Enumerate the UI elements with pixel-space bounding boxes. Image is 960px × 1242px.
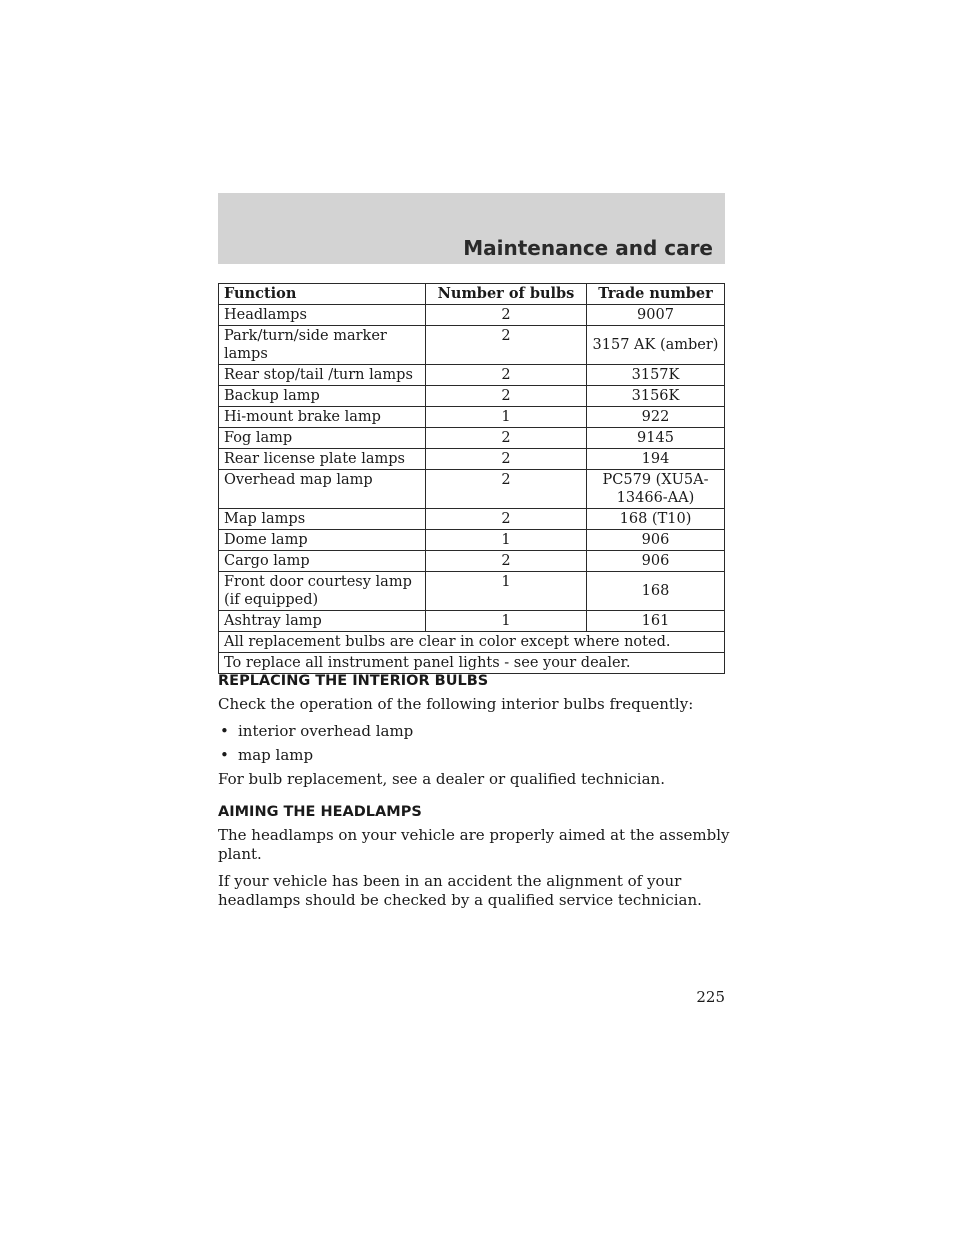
cell-function: Rear stop/tail /turn lamps [219,365,426,386]
cell-trade: 168 (T10) [587,509,725,530]
header-number-of-bulbs: Number of bulbs [426,284,587,305]
cell-bulbs: 1 [426,611,587,632]
table-note: All replacement bulbs are clear in color except where noted. [219,632,725,653]
cell-function: Backup lamp [219,386,426,407]
table-note: To replace all instrument panel lights - see your dealer. [219,653,725,674]
table-row [219,470,725,509]
cell-trade: 906 [587,530,725,551]
cell-trade: 3156K [587,386,725,407]
table-row [219,551,725,572]
bullet-icon: • [220,722,229,740]
bulb-table [218,283,725,674]
interior-bulb-list [218,722,758,765]
cell-trade: 922 [587,407,725,428]
list-item-text: map lamp [238,746,314,764]
aiming-heading: AIMING THE HEADLAMPS [218,804,422,820]
list-item [218,722,758,741]
table-row [219,611,725,632]
cell-bulbs: 2 [426,449,587,470]
cell-function: Headlamps [219,305,426,326]
table-row [219,407,725,428]
cell-trade: 168 [587,572,725,611]
cell-trade: 9007 [587,305,725,326]
aiming-paragraph-2: If your vehicle has been in an accident the alignment of your headlamps should be checked by a qualified service technician. [218,872,702,909]
table-row [219,305,725,326]
header-trade-number: Trade number [587,284,725,305]
cell-bulbs: 2 [426,470,587,509]
table-note-row [219,653,725,674]
section-header-band [218,193,725,264]
cell-function: Fog lamp [219,428,426,449]
list-item [218,746,758,765]
table-row [219,326,725,365]
cell-bulbs: 2 [426,551,587,572]
cell-function: Dome lamp [219,530,426,551]
list-item-text: interior overhead lamp [238,722,414,740]
table-row [219,572,725,611]
aiming-paragraph-1: The headlamps on your vehicle are properly aimed at the assembly plant. [218,826,730,863]
header-function: Function [219,284,426,305]
cell-bulbs: 1 [426,407,587,428]
cell-trade: 194 [587,449,725,470]
table-header-row [219,284,725,305]
cell-trade: 9145 [587,428,725,449]
interior-heading: REPLACING THE INTERIOR BULBS [218,673,489,689]
cell-bulbs: 2 [426,386,587,407]
interior-intro: Check the operation of the following interior bulbs frequently: [218,695,694,713]
cell-function: Front door courtesy lamp (if equipped) [219,572,426,611]
cell-bulbs: 2 [426,428,587,449]
cell-bulbs: 1 [426,572,587,611]
cell-function: Map lamps [219,509,426,530]
cell-function: Ashtray lamp [219,611,426,632]
table-row [219,509,725,530]
cell-function: Hi-mount brake lamp [219,407,426,428]
cell-function: Rear license plate lamps [219,449,426,470]
cell-bulbs: 1 [426,530,587,551]
table-row [219,449,725,470]
cell-bulbs: 2 [426,509,587,530]
cell-trade: 906 [587,551,725,572]
cell-function: Cargo lamp [219,551,426,572]
cell-trade: PC579 (XU5A-13466-AA) [587,470,725,509]
cell-function: Park/turn/side marker lamps [219,326,426,365]
table-row [219,530,725,551]
cell-bulbs: 2 [426,305,587,326]
table-row [219,365,725,386]
cell-trade: 3157K [587,365,725,386]
interior-closing: For bulb replacement, see a dealer or qualified technician. [218,770,665,788]
cell-trade: 3157 AK (amber) [587,326,725,365]
body-text [218,672,758,918]
cell-bulbs: 2 [426,326,587,365]
table-row [219,386,725,407]
section-title: Maintenance and care [463,236,713,260]
cell-bulbs: 2 [426,365,587,386]
page-number: 225 [696,988,725,1006]
table-note-row [219,632,725,653]
bullet-icon: • [220,746,229,764]
cell-function: Overhead map lamp [219,470,426,509]
table-row [219,428,725,449]
cell-trade: 161 [587,611,725,632]
